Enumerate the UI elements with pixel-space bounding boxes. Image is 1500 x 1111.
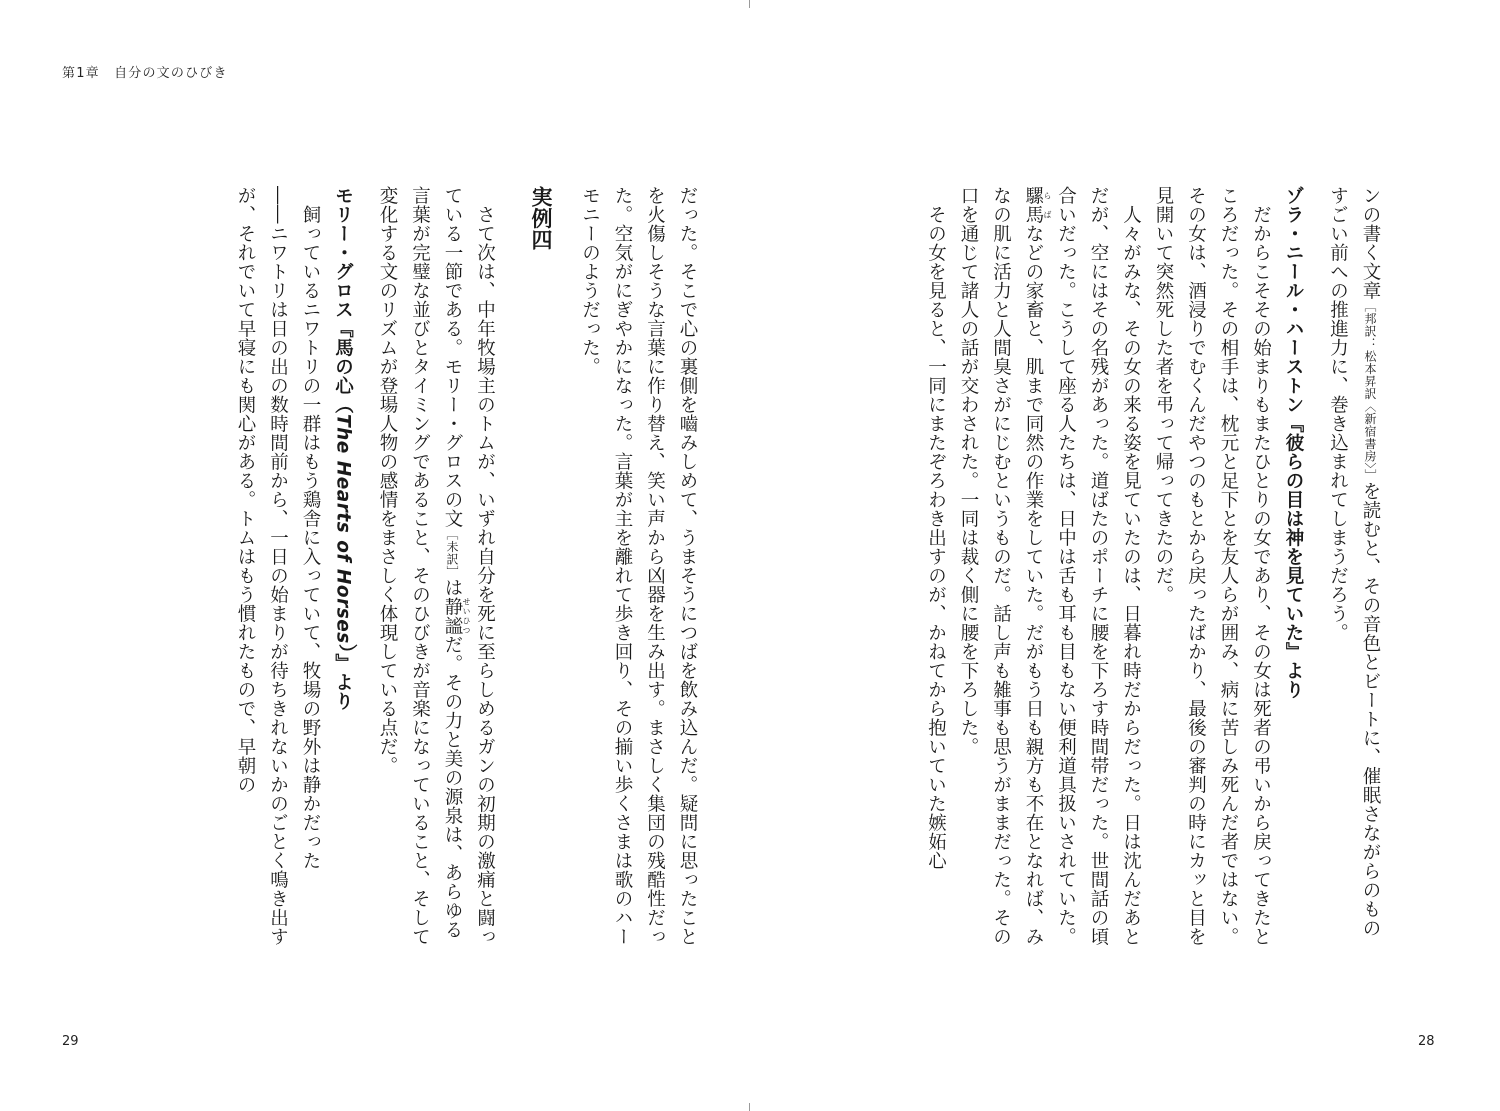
left-page-body bbox=[108, 186, 703, 956]
translation-note: ［邦訳：松本昇訳〈新宿書房〉］ bbox=[1363, 300, 1377, 482]
page-number-left: 29 bbox=[62, 1034, 79, 1049]
ruby-ra: 騾 ら bbox=[1023, 186, 1052, 205]
section-title: 実例四 bbox=[529, 186, 553, 251]
excerpt-paragraph-1: 飼っているニワトリの一群はもう鶏舎に入っていて、牧場の野外は静かだった bbox=[300, 204, 321, 870]
excerpt-heading: ゾラ・ニール・ハーストン『彼らの目は神を見ていた』より bbox=[1283, 186, 1304, 699]
excerpt-paragraph-2: ――ニワトリは日の出の数時間前から、一日の始まりが待ちきれないかのごとく鳴き出すが、それでいて早寝にも関心がある。トムはもう慣れたもので、早朝の bbox=[235, 186, 289, 946]
right-paragraph-1: ンの書く文章［邦訳：松本昇訳〈新宿書房〉］を読むと、その音色とビートに、催眠さながらのものすごい前への推進力に、巻き込まれてしまうだろう。 bbox=[1327, 186, 1381, 938]
page-number-right: 28 bbox=[1418, 1034, 1435, 1049]
untranslated-note: ［未訳］ bbox=[445, 528, 459, 578]
right-page bbox=[750, 0, 1500, 1111]
english-title: （The Hearts of Horses） bbox=[332, 395, 354, 654]
left-paragraph-1: だった。そこで心の裏側を嚙みしめて、うまそうにつばを飲み込んだ。疑問に思ったことを火傷しそうな言葉に作り替え、笑い声から凶器を生み出す。まさしく集団の残酷性だった。空気がにぎやかになった。言葉が主を離れて歩き回り、その揃い歩くさまは歌のハーモニーのようだった。 bbox=[579, 186, 698, 946]
excerpt-paragraph-1: だからこそその始まりもまたひとりの女であり、その女は死者の弔いから戻ってきたところだった。その相手は、枕元と足下とを友人らが囲み、病に苦しみ死んだ者ではない。その女は、酒浸りでむくんだやつのもとから戻ったばかり、最後の審判の時にカッと目を見開いて突然死した者を弔って帰ってきたのだ。 bbox=[1153, 186, 1272, 946]
left-paragraph-2: さて次は、中年牧場主のトムが、いずれ自分を死に至らしめるガンの初期の激痛と闘っている一節である。モリー・グロスの文［未訳］は静謐 せいひつだ。その力と美の源泉は、あらゆる言葉が完璧な並びとタイミングであること、そのひびきが音楽になっていること、そして変化する文のリズムが登場人物の感情をまさしく体現している点だ。 bbox=[377, 186, 496, 946]
excerpt-heading: モリー・グロス『馬の心（The Hearts of Horses）』より bbox=[332, 186, 354, 711]
ruby-seihitsu: 静謐 せいひつ bbox=[442, 597, 471, 635]
right-page-body bbox=[786, 186, 1386, 956]
ruby-ba: 馬 ば bbox=[1023, 205, 1052, 224]
running-head: 第1章 自分の文のひびき bbox=[62, 66, 228, 81]
excerpt-paragraph-3: その女を見ると、一同にまたぞろわき出すのが、かねてから抱いていた嫉妬心 bbox=[925, 204, 947, 870]
excerpt-paragraph-2: 人々がみな、その女の来る姿を見ていたのは、日暮れ時だからだった。日は沈んだあとだが、空にはその名残があった。道ばたのポーチに腰を下ろす時間帯だった。世間話の頃合いだった。こうして座る人たちは、日中は舌も耳も目もない便利道具扱いされていた。騾 ら馬 ばなどの家畜と、肌まで同然の作業をしていた。だがもう日も親方も不在となれば、みなの肌に活力と人間臭さがにじむというものだ。話し声も雑事も思うがままだった。その口を通じて諸人の話が交わされた。一同は裁く側に腰を下ろした。 bbox=[958, 186, 1142, 946]
